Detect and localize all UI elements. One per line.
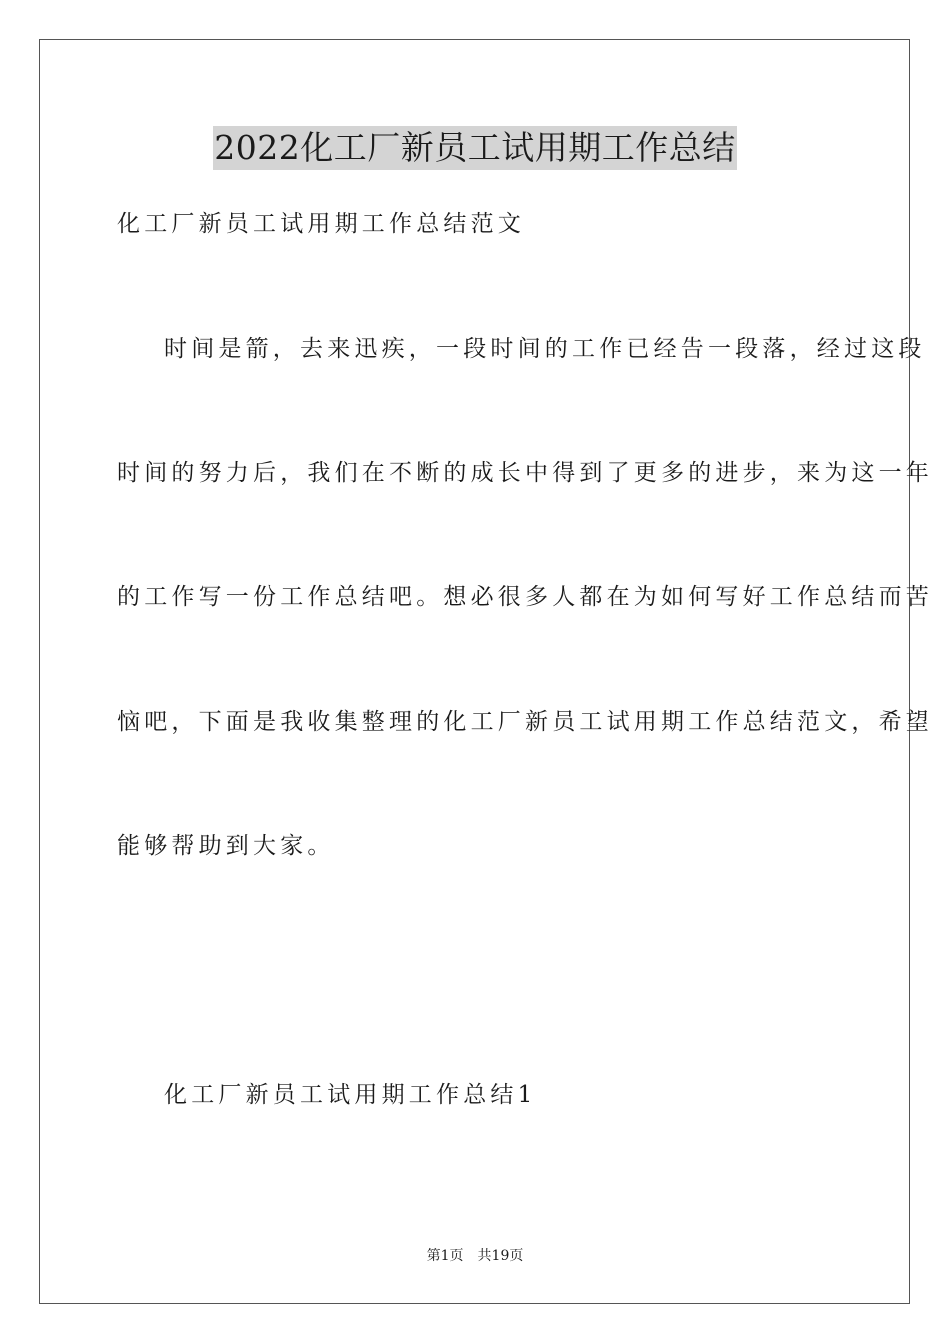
paragraph-line-2: 时间的努力后，我们在不断的成长中得到了更多的进步，来为这一年 [117, 460, 933, 486]
document-subtitle: 化工厂新员工试用期工作总结范文 [117, 211, 525, 237]
paragraph-line-5: 能够帮助到大家。 [117, 833, 335, 859]
page-total: 共19页 [477, 1248, 524, 1264]
paragraph-line-4: 恼吧，下面是我收集整理的化工厂新员工试用期工作总结范文，希望 [117, 709, 933, 735]
document-title: 2022化工厂新员工试用期工作总结 [213, 126, 736, 170]
paragraph-line-3: 的工作写一份工作总结吧。想必很多人都在为如何写好工作总结而苦 [117, 584, 933, 610]
page-number: 第1页 [426, 1248, 464, 1264]
paragraph-line-1: 时间是箭，去来迅疾，一段时间的工作已经告一段落，经过这段 [164, 336, 926, 362]
page-footer [0, 1247, 950, 1265]
section-heading: 化工厂新员工试用期工作总结1 [164, 1082, 537, 1108]
title-container [0, 126, 950, 170]
